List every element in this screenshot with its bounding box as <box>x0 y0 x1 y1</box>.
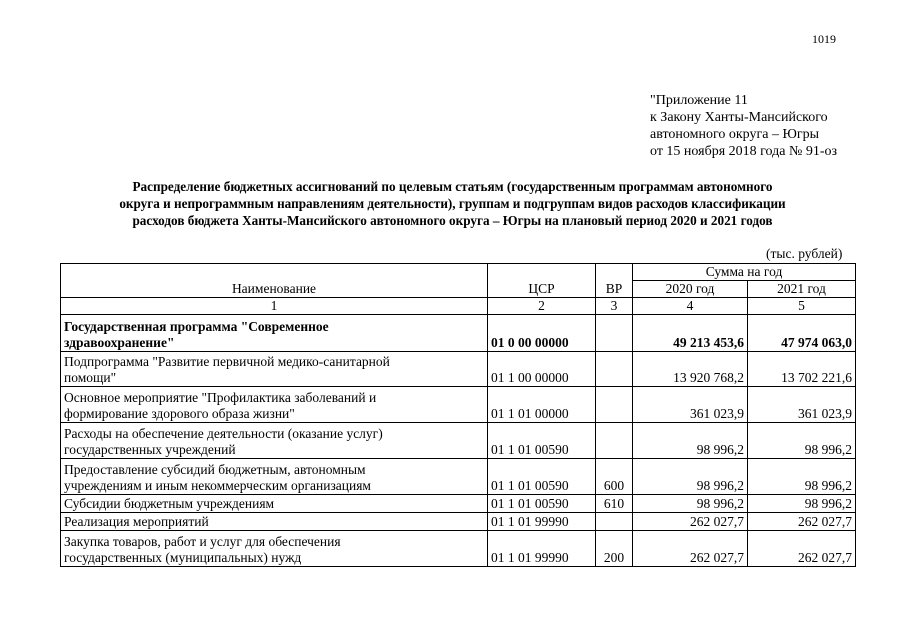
document-title <box>40 178 865 229</box>
title-line: округа и непрограммным направлениям деятельности), группам и подгруппам видов расходов классификации <box>119 196 786 211</box>
row-csr: 01 1 01 99990 <box>488 513 596 531</box>
table-row <box>61 423 856 459</box>
row-name-line: государственных учреждений <box>64 442 236 457</box>
row-amount-2021: 98 996,2 <box>748 495 856 513</box>
annex-line: к Закону Ханты-Мансийского <box>650 110 828 125</box>
table-row <box>61 352 856 387</box>
row-amount-2021: 13 702 221,6 <box>748 352 856 387</box>
row-name-line: Подпрограмма "Развитие первичной медико-санитарной <box>64 354 390 369</box>
table-row <box>61 459 856 495</box>
row-csr: 01 1 01 99990 <box>488 531 596 567</box>
column-number: 5 <box>748 298 856 315</box>
row-vr: 600 <box>596 459 633 495</box>
row-vr: 610 <box>596 495 633 513</box>
annex-line: "Приложение 11 <box>650 93 748 108</box>
row-amount-2020: 262 027,7 <box>633 531 748 567</box>
column-number: 2 <box>488 298 596 315</box>
row-vr <box>596 315 633 352</box>
row-name <box>61 423 488 459</box>
row-amount-2020: 361 023,9 <box>633 387 748 423</box>
units-label: (тыс. рублей) <box>766 246 843 261</box>
row-amount-2020: 98 996,2 <box>633 459 748 495</box>
row-amount-2020: 98 996,2 <box>633 495 748 513</box>
row-amount-2020: 262 027,7 <box>633 513 748 531</box>
row-name-line: Основное мероприятие "Профилактика заболеваний и <box>64 390 377 405</box>
row-name <box>61 459 488 495</box>
table-row <box>61 315 856 352</box>
row-vr <box>596 513 633 531</box>
row-name-line: помощи" <box>64 370 117 385</box>
row-name-line: Государственная программа "Современное <box>64 319 329 334</box>
row-name-line: здравоохранение" <box>64 335 175 350</box>
title-line: Распределение бюджетных ассигнований по целевым статьям (государственным программам автономного <box>132 179 773 194</box>
row-csr: 01 1 01 00590 <box>488 495 596 513</box>
row-vr <box>596 352 633 387</box>
row-csr: 01 1 00 00000 <box>488 352 596 387</box>
row-name <box>61 531 488 567</box>
row-name-line: Закупка товаров, работ и услуг для обеспечения <box>64 534 341 549</box>
row-csr: 01 1 01 00590 <box>488 459 596 495</box>
row-amount-2021: 98 996,2 <box>748 459 856 495</box>
row-name-line: Предоставление субсидий бюджетным, автономным <box>64 462 366 477</box>
row-amount-2020: 98 996,2 <box>633 423 748 459</box>
table-row <box>61 495 856 513</box>
header-vr: ВР <box>596 264 633 298</box>
budget-table <box>60 263 856 567</box>
row-amount-2020: 13 920 768,2 <box>633 352 748 387</box>
row-name-line: государственных (муниципальных) нужд <box>64 550 302 565</box>
row-vr <box>596 387 633 423</box>
row-vr: 200 <box>596 531 633 567</box>
title-line: расходов бюджета Ханты-Мансийского автономного округа – Югры на плановый период 2020 и 2021 годов <box>132 213 773 228</box>
row-vr <box>596 423 633 459</box>
column-number: 3 <box>596 298 633 315</box>
row-amount-2021: 98 996,2 <box>748 423 856 459</box>
page-number: 1019 <box>812 32 836 46</box>
header-row <box>61 264 856 281</box>
table-row <box>61 513 856 531</box>
header-name: Наименование <box>61 264 488 298</box>
row-name-line: Расходы на обеспечение деятельности (оказание услуг) <box>64 426 383 441</box>
row-name-line: учреждениям и иным некоммерческим организациям <box>64 478 371 493</box>
table-row <box>61 387 856 423</box>
column-number-row <box>61 298 856 315</box>
header-csr: ЦСР <box>488 264 596 298</box>
header-sum: Сумма на год <box>633 264 856 281</box>
row-name: Реализация мероприятий <box>61 513 488 531</box>
annex-line: от 15 ноября 2018 года № 91-оз <box>650 144 838 159</box>
annex-line: автономного округа – Югры <box>650 127 819 142</box>
table-row <box>61 531 856 567</box>
row-name <box>61 387 488 423</box>
row-amount-2021: 262 027,7 <box>748 531 856 567</box>
row-csr: 01 0 00 00000 <box>488 315 596 352</box>
row-csr: 01 1 01 00590 <box>488 423 596 459</box>
row-name <box>61 352 488 387</box>
row-name <box>61 315 488 352</box>
annex-reference <box>650 92 837 160</box>
row-amount-2021: 361 023,9 <box>748 387 856 423</box>
column-number: 4 <box>633 298 748 315</box>
header-year-2020: 2020 год <box>633 281 748 298</box>
row-name: Субсидии бюджетным учреждениям <box>61 495 488 513</box>
column-number: 1 <box>61 298 488 315</box>
header-year-2021: 2021 год <box>748 281 856 298</box>
row-amount-2020: 49 213 453,6 <box>633 315 748 352</box>
row-amount-2021: 262 027,7 <box>748 513 856 531</box>
row-csr: 01 1 01 00000 <box>488 387 596 423</box>
row-name-line: формирование здорового образа жизни" <box>64 406 295 421</box>
row-amount-2021: 47 974 063,0 <box>748 315 856 352</box>
